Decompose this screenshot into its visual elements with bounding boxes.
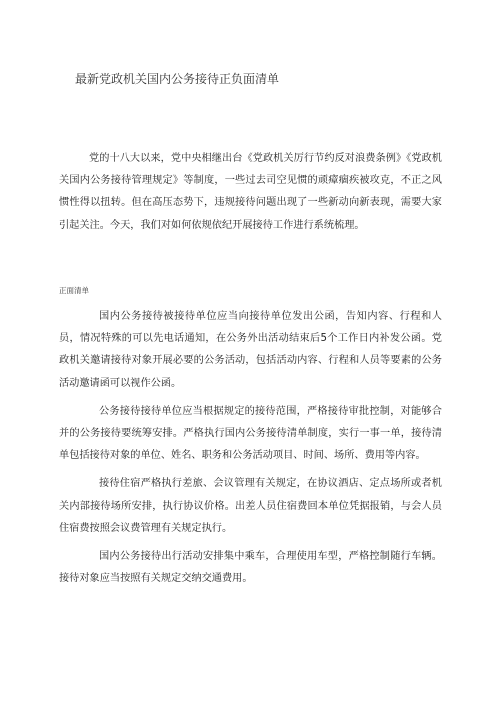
list-item: 公务接待接待单位应当根据规定的接待范围，严格接待审批控制，对能够合并的公务接待要统筹安排。严格执行国内公务接待清单制度，实行一事一单，接待清单包括接待对象的单位、姓名、职务和公务活动项目、时间、场所、费用等内容。 xyxy=(59,405,442,462)
list-item: 接待住宿严格执行差旅、会议管理有关规定，在协议酒店、定点场所或者机关内部接待场所安排，执行协议价格。出差人员住宿费回本单位凭据报销，与会人员住宿费按照会议费管理有关规定执行。 xyxy=(59,478,442,534)
intro-paragraph: 党的十八大以来，党中央相继出台《党政机关厉行节约反对浪费条例》《党政机关国内公务接待管理规定》等制度，一些过去司空见惯的顽瘴痼疾被攻克，不正之风惯性得以扭转。但在高压态势下，违规接待问题出现了一些新动向新表现，需要大家引起关注。今天，我们对如何依规依纪开展接待工作进行系统梳理。 xyxy=(59,153,442,231)
list-item: 国内公务接待出行活动安排集中乘车，合理使用车型，严格控制随行车辆。接待对象应当按照有关规定交纳交通费用。 xyxy=(59,551,442,585)
list-item: 国内公务接待被接待单位应当向接待单位发出公函，告知内容、行程和人员，情况特殊的可以先电话通知，在公务外出活动结束后5个工作日内补发公函。党政机关邀请接待对象开展必要的公务活动，包括活动内容、行程和人员等要素的公务活动邀请函可以视作公函。 xyxy=(59,311,442,389)
section-heading-positive-list: 正面清单 xyxy=(59,286,89,295)
positive-list xyxy=(59,306,442,596)
document-title: 最新党政机关国内公务接待正负面清单 xyxy=(75,72,280,86)
intro-section xyxy=(59,148,442,237)
